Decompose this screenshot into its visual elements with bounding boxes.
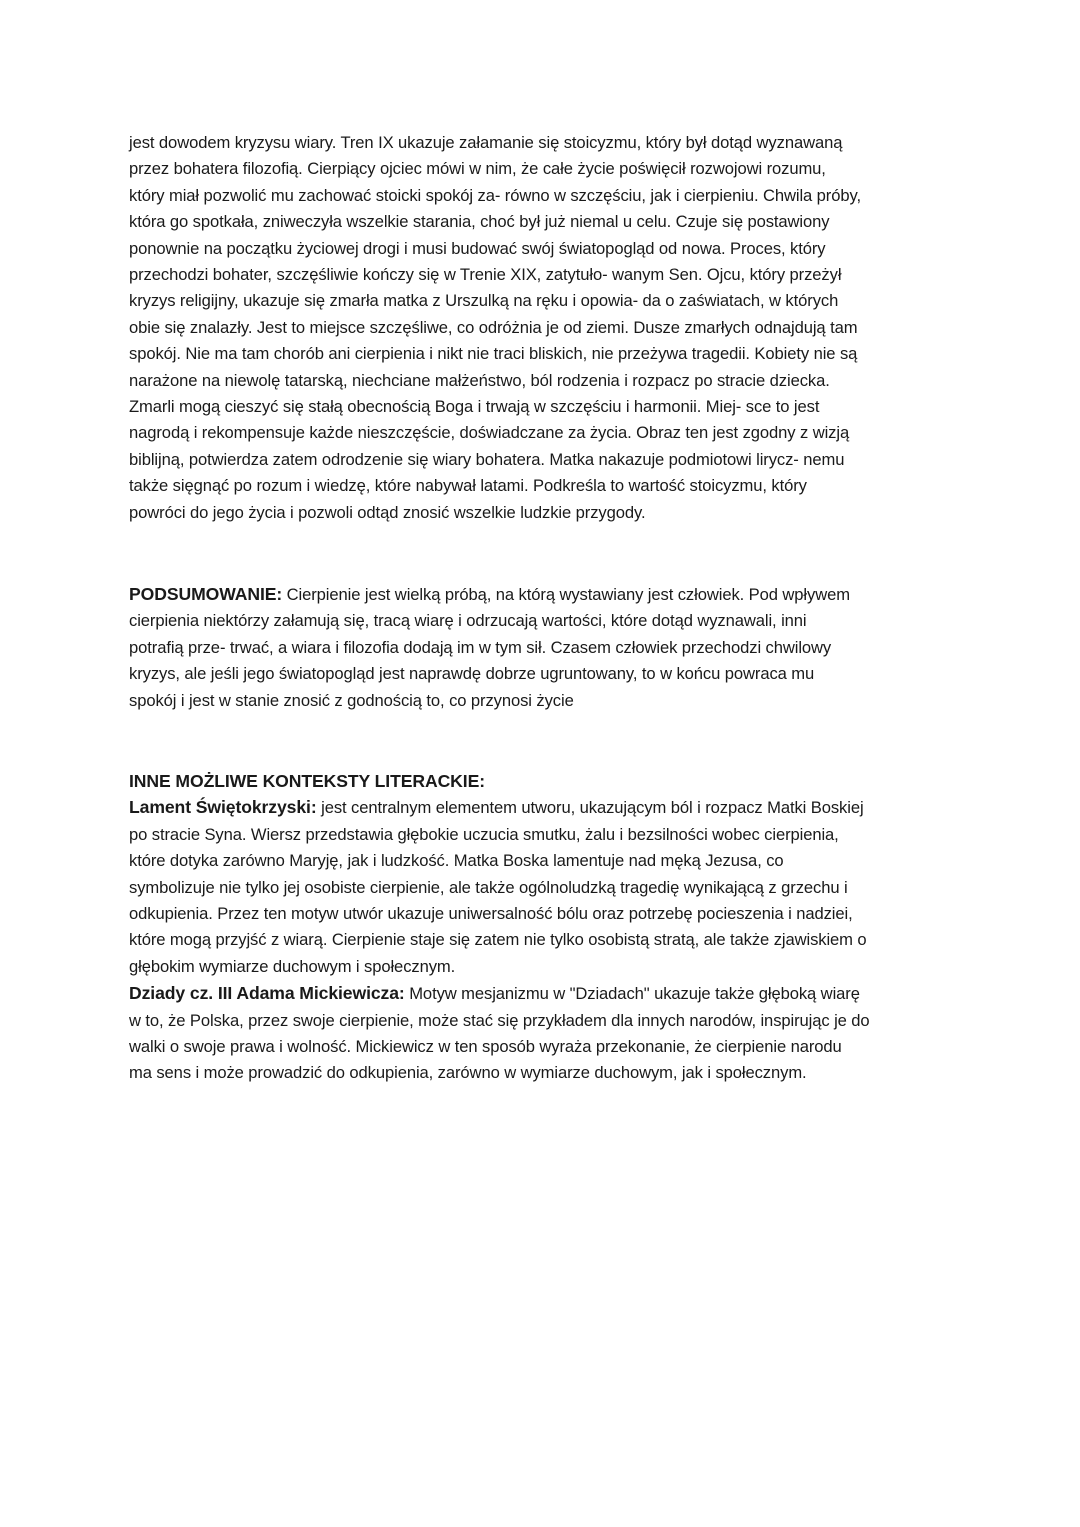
text-line: Zmarli mogą cieszyć się stałą obecnością Boga i trwają w szczęściu i harmonii. Miej- sce to jest [129, 397, 820, 417]
context-item-label: Dziady cz. III Adama Mickiewicza: [129, 983, 405, 1004]
contexts-section [129, 768, 959, 1087]
text-line: nagrodą i rekompensuje każde nieszczęście, doświadczane za życia. Obraz ten jest zgodny z wizją [129, 423, 850, 443]
context-item-dziady [129, 980, 959, 1087]
summary-first-line: Cierpienie jest wielką próbą, na którą wystawiany jest człowiek. Pod wpływem [282, 585, 850, 604]
text-line: kryzys, ale jeśli jego światopogląd jest naprawdę dobrze ugruntowany, to w końcu powraca mu [129, 664, 815, 684]
context-item-label: Lament Świętokrzyski: [129, 797, 317, 818]
text-line: cierpienia niektórzy załamują się, tracą wiarę i odrzucają wartości, które dotąd wyznawali, inni [129, 611, 807, 631]
text-line [129, 581, 959, 608]
text-line: ponownie na początku życiowej drogi i musi budować swój światopogląd od nowa. Proces, który [129, 238, 826, 258]
text-line: symbolizuje nie tylko jej osobiste cierpienie, ale także ogólnoludzką tragedię wynikającą z grzechu i [129, 877, 848, 897]
text-line: ma sens i może prowadzić do odkupienia, zarówno w wymiarze duchowym, jak i społecznym. [129, 1063, 807, 1083]
contexts-heading: INNE MOŻLIWE KONTEKSTY LITERACKIE: [129, 771, 485, 791]
text-line: także sięgnąć po rozum i wiedzę, które nabywał latami. Podkreśla to wartość stoicyzmu, który [129, 476, 807, 496]
text-line: spokój. Nie ma tam chorób ani cierpienia i nikt nie traci bliskich, nie przeżywa tragedii. Kobiety nie są [129, 344, 858, 364]
context-item-first-line: Motyw mesjanizmu w "Dziadach" ukazuje także głęboką wiarę [404, 984, 860, 1004]
summary-paragraph [129, 581, 959, 714]
text-line: która go spotkała, zniweczyła wszelkie starania, choć był już niemal u celu. Czuje się postawiony [129, 212, 830, 232]
context-item-lament [129, 794, 959, 980]
text-line: które dotyka zarówno Maryję, jak i ludzkość. Matka Boska lamentuje nad męką Jezusa, co [129, 851, 784, 871]
text-line: po stracie Syna. Wiersz przedstawia głębokie uczucia smutku, żalu i bezsilności wobec cierpienia, [129, 824, 839, 844]
text-line: jest dowodem kryzysu wiary. Tren IX ukazuje załamanie się stoicyzmu, który był dotąd wyznawaną [129, 133, 843, 152]
text-line: powróci do jego życia i pozwoli odtąd znosić wszelkie ludzkie przygody. [129, 502, 646, 522]
summary-label: PODSUMOWANIE: [129, 584, 283, 604]
text-line: w to, że Polska, przez swoje cierpienie, może stać się przykładem dla innych narodów, inspirując je do [129, 1010, 870, 1030]
text-line: spokój i jest w stanie znosić z godnością to, co przynosi życie [129, 690, 574, 710]
text-line: przez bohatera filozofią. Cierpiący ojciec mówi w nim, że całe życie poświęcił rozwojowi rozumu, [129, 159, 826, 179]
text-line: biblijną, potwierdza zatem odrodzenie się wiary bohatera. Matka nakazuje podmiotowi lirycz- nemu [129, 449, 845, 469]
text-line [129, 794, 959, 821]
text-line: obie się znalazły. Jest to miejsce szczęśliwe, co odróżnia je od ziemi. Dusze zmarłych odnajdują tam [129, 317, 858, 337]
text-line: narażone na niewolę tatarską, niechciane małżeństwo, ból rodzenia i rozpacz po stracie dziecka. [129, 370, 830, 390]
paragraph-treny-analysis [129, 130, 959, 526]
paragraph-body [129, 130, 959, 526]
text-line [129, 980, 959, 1007]
text-line: przechodzi bohater, szczęśliwie kończy się w Trenie XIX, zatytuło- wanym Sen. Ojcu, który przeżył [129, 265, 842, 285]
text-line: które mogą przyjść z wiarą. Cierpienie staje się zatem nie tylko osobistą stratą, ale także zjawiskiem o [129, 930, 867, 950]
text-line: który miał pozwolić mu zachować stoicki spokój za- równo w szczęściu, jak i cierpieniu. Chwila próby, [129, 185, 861, 205]
text-line: walki o swoje prawa i wolność. Mickiewicz w ten sposób wyraża przekonanie, że cierpienie narodu [129, 1037, 842, 1057]
text-line: odkupienia. Przez ten motyw utwór ukazuje uniwersalność bólu oraz potrzebę pocieszenia i nadziei, [129, 904, 853, 924]
text-line: głębokim wymiarze duchowym i społecznym. [129, 956, 456, 976]
summary-section [129, 581, 959, 714]
context-item-first-line: jest centralnym elementem utworu, ukazującym ból i rozpacz Matki Boskiej [316, 798, 864, 818]
text-line: kryzys religijny, ukazuje się zmarła matka z Urszulką na ręku i opowia- da o zaświatach, w których [129, 291, 839, 311]
text-line: potrafią prze- trwać, a wiara i filozofia dodają im w tym sił. Czasem człowiek przechodzi chwilowy [129, 637, 832, 657]
